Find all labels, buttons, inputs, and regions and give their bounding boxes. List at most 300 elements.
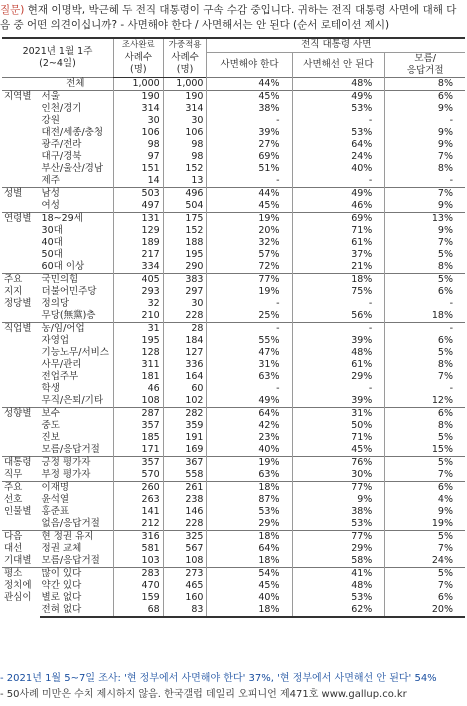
weighted-count: 297 xyxy=(163,286,207,298)
row-label: 윤석열 xyxy=(41,493,70,505)
no-pardon-pct: 61% xyxy=(292,359,385,371)
no-pardon-pct: 45% xyxy=(292,444,385,457)
pardon-pct: 53% xyxy=(207,506,292,518)
weighted-count: 102 xyxy=(163,395,207,408)
unknown-pct: 6% xyxy=(385,481,465,494)
group-label: 다음 대선 기대별 xyxy=(2,530,40,567)
pardon-pct: 77% xyxy=(207,273,292,286)
weighted-count: 152 xyxy=(163,163,207,175)
complete-count: 497 xyxy=(113,200,163,213)
group-label: 지역별 xyxy=(2,90,40,187)
no-pardon-pct: 76% xyxy=(292,456,385,469)
complete-header-unit: (명) xyxy=(113,64,163,77)
unknown-pct: 6% xyxy=(385,407,465,420)
row-label: 긍정 평가자 xyxy=(40,456,114,469)
table-row xyxy=(2,567,465,580)
pardon-pct: 27% xyxy=(207,139,292,151)
group-label: 직업별 xyxy=(2,322,40,407)
weighted-count: 13 xyxy=(163,175,207,188)
complete-count: 108 xyxy=(113,395,163,408)
unknown-pct: 12% xyxy=(385,395,465,408)
row-label: 자영업 xyxy=(41,334,70,346)
weighted-count: 336 xyxy=(163,359,207,371)
pardon-pct: 18% xyxy=(207,481,292,494)
unknown-pct: 6% xyxy=(385,286,465,298)
table-row xyxy=(2,469,465,482)
table-section xyxy=(2,567,465,617)
no-pardon-pct: 77% xyxy=(292,481,385,494)
no-pardon-pct: 77% xyxy=(292,530,385,543)
table-row xyxy=(2,555,465,568)
pardon-pct: 64% xyxy=(207,543,292,555)
table-row xyxy=(2,592,465,604)
complete-count: 68 xyxy=(113,604,163,617)
pardon-pct: 45% xyxy=(207,580,292,592)
table-row xyxy=(2,395,465,408)
group-label: 성별 xyxy=(2,187,40,212)
pardon-pct: - xyxy=(207,322,292,335)
pardon-pct: 47% xyxy=(207,347,292,359)
no-pardon-pct: 24% xyxy=(292,151,385,163)
table-row xyxy=(2,151,465,163)
unknown-pct: 9% xyxy=(385,103,465,115)
complete-count: 260 xyxy=(113,481,163,494)
complete-count: 151 xyxy=(113,163,163,175)
unknown-pct: 15% xyxy=(385,444,465,457)
table-row xyxy=(2,298,465,310)
complete-count: 103 xyxy=(113,555,163,568)
table-row xyxy=(2,420,465,432)
pardon-pct: 25% xyxy=(207,310,292,323)
unknown-pct: - xyxy=(385,322,465,335)
row-label: 60대 이상 xyxy=(41,260,85,272)
pardon-pct: 18% xyxy=(207,530,292,543)
row-label: 전업주부 xyxy=(41,370,79,382)
table-row xyxy=(2,456,465,469)
table-row xyxy=(2,494,465,506)
no-pardon-pct: 53% xyxy=(292,518,385,531)
weighted-count: 325 xyxy=(163,530,207,543)
table-row xyxy=(2,127,465,139)
row-label: 인천/경기 xyxy=(41,102,82,114)
unknown-pct: 8% xyxy=(385,163,465,175)
no-pardon-pct: 39% xyxy=(292,335,385,347)
option-should-pardon-header: 사면해야 한다 xyxy=(207,52,292,77)
row-label: 광주/전라 xyxy=(41,138,82,150)
unknown-pct: 6% xyxy=(385,335,465,347)
unknown-pct: - xyxy=(385,115,465,127)
unknown-pct: 13% xyxy=(385,212,465,225)
weighted-count: 195 xyxy=(163,249,207,261)
complete-count: 212 xyxy=(113,518,163,531)
unknown-pct: 7% xyxy=(385,151,465,163)
table-row xyxy=(2,286,465,298)
no-pardon-pct: 50% xyxy=(292,420,385,432)
row-label: 부산/울산/경남 xyxy=(41,162,103,174)
table-row xyxy=(2,506,465,518)
row-label: 학생 xyxy=(41,382,60,394)
weighted-count: 504 xyxy=(163,200,207,213)
no-pardon-pct: 53% xyxy=(292,592,385,604)
pardon-pct: 38% xyxy=(207,103,292,115)
table-row xyxy=(2,139,465,151)
row-label: 이재명 xyxy=(40,481,114,494)
weighted-count: 169 xyxy=(163,444,207,457)
row-label: 모름/응답거절 xyxy=(41,554,100,566)
complete-count: 30 xyxy=(113,115,163,127)
pardon-pct: 63% xyxy=(207,371,292,383)
table-header xyxy=(2,38,465,77)
table-row xyxy=(2,543,465,555)
complete-count: 570 xyxy=(113,469,163,482)
weighted-count: 30 xyxy=(163,298,207,310)
no-pardon-pct: 48% xyxy=(292,580,385,592)
no-pardon-pct: 9% xyxy=(292,494,385,506)
table-row xyxy=(2,335,465,347)
complete-count: 334 xyxy=(113,261,163,274)
survey-title: 2021년 1월 1주 xyxy=(22,45,93,57)
row-label: 40대 xyxy=(41,236,63,248)
table-row xyxy=(2,212,465,225)
complete-count: 106 xyxy=(113,127,163,139)
unknown-pct: 5% xyxy=(385,249,465,261)
row-label: 여성 xyxy=(41,199,60,211)
weighted-count: 228 xyxy=(163,518,207,531)
pardon-pct: 55% xyxy=(207,335,292,347)
pardon-pct: 18% xyxy=(207,604,292,617)
weighted-count: 367 xyxy=(163,456,207,469)
question-text xyxy=(0,3,465,33)
table-section xyxy=(2,322,465,407)
weighted-count: 273 xyxy=(163,567,207,580)
complete-count: 195 xyxy=(113,335,163,347)
weighted-count: 160 xyxy=(163,592,207,604)
complete-count: 293 xyxy=(113,286,163,298)
complete-count: 190 xyxy=(113,90,163,103)
unknown-pct: 19% xyxy=(385,518,465,531)
table-row xyxy=(2,444,465,457)
no-pardon-pct: 38% xyxy=(292,506,385,518)
unknown-pct: 20% xyxy=(385,604,465,617)
no-pardon-pct: 46% xyxy=(292,200,385,213)
row-label: 현 정권 유지 xyxy=(40,530,114,543)
table-section xyxy=(2,90,465,187)
weighted-count: 146 xyxy=(163,506,207,518)
row-label: 30대 xyxy=(41,224,63,236)
row-label: 18~29세 xyxy=(40,212,114,225)
weighted-count: 60 xyxy=(163,383,207,395)
unknown-pct: - xyxy=(385,383,465,395)
unknown-pct: 8% xyxy=(385,420,465,432)
row-label: 무당(無黨)층 xyxy=(41,309,96,321)
weighted-count: 314 xyxy=(163,103,207,115)
weighted-count: 228 xyxy=(163,310,207,323)
no-pardon-pct: 53% xyxy=(292,103,385,115)
table-section xyxy=(2,481,465,530)
pardon-pct: 42% xyxy=(207,420,292,432)
pardon-pct: 40% xyxy=(207,444,292,457)
complete-count: 185 xyxy=(113,432,163,444)
table-row xyxy=(2,481,465,494)
weighted-count: 190 xyxy=(163,90,207,103)
unknown-pct: 9% xyxy=(385,139,465,151)
complete-count: 14 xyxy=(113,175,163,188)
table-row xyxy=(2,322,465,335)
row-label: 기능노무/서비스 xyxy=(41,346,109,358)
no-pardon-pct: 21% xyxy=(292,261,385,274)
pardon-pct: 44% xyxy=(207,77,292,90)
row-label: 강원 xyxy=(41,114,60,126)
pardon-pct: 45% xyxy=(207,90,292,103)
unknown-pct: 7% xyxy=(385,371,465,383)
row-label: 부정 평가자 xyxy=(41,468,91,480)
table-row xyxy=(2,580,465,592)
row-label: 전체 xyxy=(40,77,114,90)
weighted-header: 사례수 xyxy=(163,52,207,64)
row-label: 농/임/어업 xyxy=(40,322,114,335)
complete-count: 129 xyxy=(113,225,163,237)
table-section xyxy=(2,273,465,322)
complete-count: 131 xyxy=(113,212,163,225)
row-label: 보수 xyxy=(40,407,114,420)
no-pardon-pct: 56% xyxy=(292,310,385,323)
pardon-pct: 63% xyxy=(207,469,292,482)
group-label: 연령별 xyxy=(2,212,40,273)
footnote-followup: - 2021년 1월 5~7일 조사: '현 정부에서 사면해야 한다' 37%, '현 정부에서 사면해선 안 된다' 54% xyxy=(0,673,437,684)
unknown-pct: 8% xyxy=(385,261,465,274)
complete-count: 97 xyxy=(113,151,163,163)
pardon-pct: 49% xyxy=(207,395,292,408)
complete-count: 210 xyxy=(113,310,163,323)
weighted-count: 1,000 xyxy=(163,77,207,90)
weighted-count: 465 xyxy=(163,580,207,592)
table-row xyxy=(2,163,465,175)
unknown-pct: 6% xyxy=(385,592,465,604)
unknown-pct: 5% xyxy=(385,432,465,444)
pardon-pct: 57% xyxy=(207,249,292,261)
complete-count: 357 xyxy=(113,420,163,432)
weighted-count: 184 xyxy=(163,335,207,347)
pardon-pct: 19% xyxy=(207,286,292,298)
no-pardon-pct: - xyxy=(292,322,385,335)
option-should-not-pardon-header: 사면해선 안 된다 xyxy=(292,52,385,77)
row-label: 진보 xyxy=(41,431,60,443)
weighted-count: 164 xyxy=(163,371,207,383)
pardon-pct: 54% xyxy=(207,567,292,580)
weighted-header-top: 가중적용 xyxy=(163,38,207,52)
row-label: 많이 있다 xyxy=(40,567,114,580)
row-label: 약간 있다 xyxy=(41,579,82,591)
unknown-pct: 9% xyxy=(385,127,465,139)
table-row xyxy=(2,261,465,274)
table-row xyxy=(2,249,465,261)
complete-count: 405 xyxy=(113,273,163,286)
pardon-pct: 51% xyxy=(207,163,292,175)
row-label: 사무/관리 xyxy=(41,358,82,370)
no-pardon-pct: 29% xyxy=(292,371,385,383)
pardon-pct: - xyxy=(207,115,292,127)
weighted-header-unit: (명) xyxy=(163,64,207,77)
complete-count: 283 xyxy=(113,567,163,580)
weighted-count: 359 xyxy=(163,420,207,432)
weighted-count: 98 xyxy=(163,139,207,151)
complete-count: 128 xyxy=(113,347,163,359)
pardon-pct: - xyxy=(207,298,292,310)
unknown-pct: 5% xyxy=(385,456,465,469)
complete-header-top: 조사완료 xyxy=(113,38,163,52)
row-label: 중도 xyxy=(41,419,60,431)
no-pardon-pct: 41% xyxy=(292,567,385,580)
group-label: 주요 지지 정당별 xyxy=(2,273,40,322)
weighted-count: 238 xyxy=(163,494,207,506)
pardon-pct: 72% xyxy=(207,261,292,274)
table-row xyxy=(2,103,465,115)
table-row xyxy=(2,359,465,371)
table-row xyxy=(2,371,465,383)
no-pardon-pct: 58% xyxy=(292,555,385,568)
table-row xyxy=(2,200,465,213)
weighted-count: 127 xyxy=(163,347,207,359)
pardon-pct: 87% xyxy=(207,494,292,506)
weighted-count: 261 xyxy=(163,481,207,494)
no-pardon-pct: 49% xyxy=(292,187,385,200)
table-section xyxy=(2,530,465,567)
unknown-pct: 5% xyxy=(385,567,465,580)
complete-count: 263 xyxy=(113,494,163,506)
pardon-pct: 44% xyxy=(207,187,292,200)
no-pardon-pct: - xyxy=(292,115,385,127)
pardon-pct: 39% xyxy=(207,127,292,139)
weighted-count: 152 xyxy=(163,225,207,237)
no-pardon-pct: 29% xyxy=(292,543,385,555)
unknown-pct: 9% xyxy=(385,506,465,518)
no-pardon-pct: 48% xyxy=(292,77,385,90)
complete-count: 581 xyxy=(113,543,163,555)
table-row xyxy=(2,77,465,90)
weighted-count: 290 xyxy=(163,261,207,274)
unknown-pct: 7% xyxy=(385,187,465,200)
survey-table xyxy=(2,37,465,618)
no-pardon-pct: 75% xyxy=(292,286,385,298)
unknown-pct: 5% xyxy=(385,347,465,359)
no-pardon-pct: 40% xyxy=(292,163,385,175)
weighted-count: 567 xyxy=(163,543,207,555)
table-row xyxy=(2,518,465,531)
no-pardon-pct: 49% xyxy=(292,90,385,103)
no-pardon-pct: 39% xyxy=(292,395,385,408)
row-label: 정의당 xyxy=(41,297,70,309)
no-pardon-pct: 69% xyxy=(292,212,385,225)
weighted-count: 30 xyxy=(163,115,207,127)
table-row xyxy=(2,432,465,444)
weighted-count: 106 xyxy=(163,127,207,139)
pardon-pct: 23% xyxy=(207,432,292,444)
no-pardon-pct: 37% xyxy=(292,249,385,261)
weighted-count: 282 xyxy=(163,407,207,420)
weighted-count: 28 xyxy=(163,322,207,335)
complete-count: 171 xyxy=(113,444,163,457)
unknown-pct: 9% xyxy=(385,200,465,213)
row-label: 없음/응답거절 xyxy=(41,517,100,529)
row-label: 제주 xyxy=(41,174,60,186)
group-label xyxy=(2,77,40,90)
unknown-pct: 6% xyxy=(385,90,465,103)
row-label: 모름/응답거절 xyxy=(41,443,100,455)
no-pardon-pct: 53% xyxy=(292,127,385,139)
weighted-count: 108 xyxy=(163,555,207,568)
no-pardon-pct: 62% xyxy=(292,604,385,617)
weighted-count: 496 xyxy=(163,187,207,200)
complete-count: 503 xyxy=(113,187,163,200)
option-dont-know-line2: 응답거절 xyxy=(406,64,444,76)
table-row xyxy=(2,175,465,188)
table-row xyxy=(2,310,465,323)
row-label: 더불어민주당 xyxy=(41,285,97,297)
group-label: 대통령 직무 xyxy=(2,456,40,481)
table-row xyxy=(2,115,465,127)
complete-count: 311 xyxy=(113,359,163,371)
row-label: 대구/경북 xyxy=(41,150,82,162)
no-pardon-pct: 71% xyxy=(292,225,385,237)
table-section xyxy=(2,77,465,90)
pardon-pct: 31% xyxy=(207,359,292,371)
group-label: 평소 정치에 관심이 xyxy=(2,567,40,617)
complete-count: 1,000 xyxy=(113,77,163,90)
row-label: 남성 xyxy=(40,187,114,200)
table-section xyxy=(2,187,465,212)
pardon-pct: 45% xyxy=(207,200,292,213)
unknown-pct: 9% xyxy=(385,225,465,237)
weighted-count: 383 xyxy=(163,273,207,286)
complete-count: 181 xyxy=(113,371,163,383)
pardon-pct: 40% xyxy=(207,592,292,604)
unknown-pct: 5% xyxy=(385,273,465,286)
row-label: 별로 없다 xyxy=(41,591,82,603)
row-label: 전혀 없다 xyxy=(40,604,114,617)
complete-count: 314 xyxy=(113,103,163,115)
table-row xyxy=(2,273,465,286)
question-label: 질문) xyxy=(0,4,25,16)
unknown-pct: - xyxy=(385,298,465,310)
group-header: 전직 대통령 사면 xyxy=(207,38,465,52)
unknown-pct: 5% xyxy=(385,530,465,543)
unknown-pct: 18% xyxy=(385,310,465,323)
pardon-pct: 64% xyxy=(207,407,292,420)
unknown-pct: 8% xyxy=(385,359,465,371)
complete-header: 사례수 xyxy=(113,52,163,64)
weighted-count: 191 xyxy=(163,432,207,444)
complete-count: 31 xyxy=(113,322,163,335)
table-section xyxy=(2,456,465,481)
weighted-count: 175 xyxy=(163,212,207,225)
weighted-count: 188 xyxy=(163,237,207,249)
pardon-pct: 19% xyxy=(207,456,292,469)
complete-count: 357 xyxy=(113,456,163,469)
no-pardon-pct: 48% xyxy=(292,347,385,359)
weighted-count: 98 xyxy=(163,151,207,163)
table-row xyxy=(2,225,465,237)
complete-count: 141 xyxy=(113,506,163,518)
table-row xyxy=(2,383,465,395)
pardon-pct: - xyxy=(207,383,292,395)
pardon-pct: 29% xyxy=(207,518,292,531)
no-pardon-pct: - xyxy=(292,298,385,310)
pardon-pct: 20% xyxy=(207,225,292,237)
survey-period-cell xyxy=(2,38,113,77)
table-row xyxy=(2,237,465,249)
complete-count: 316 xyxy=(113,530,163,543)
unknown-pct: - xyxy=(385,175,465,188)
